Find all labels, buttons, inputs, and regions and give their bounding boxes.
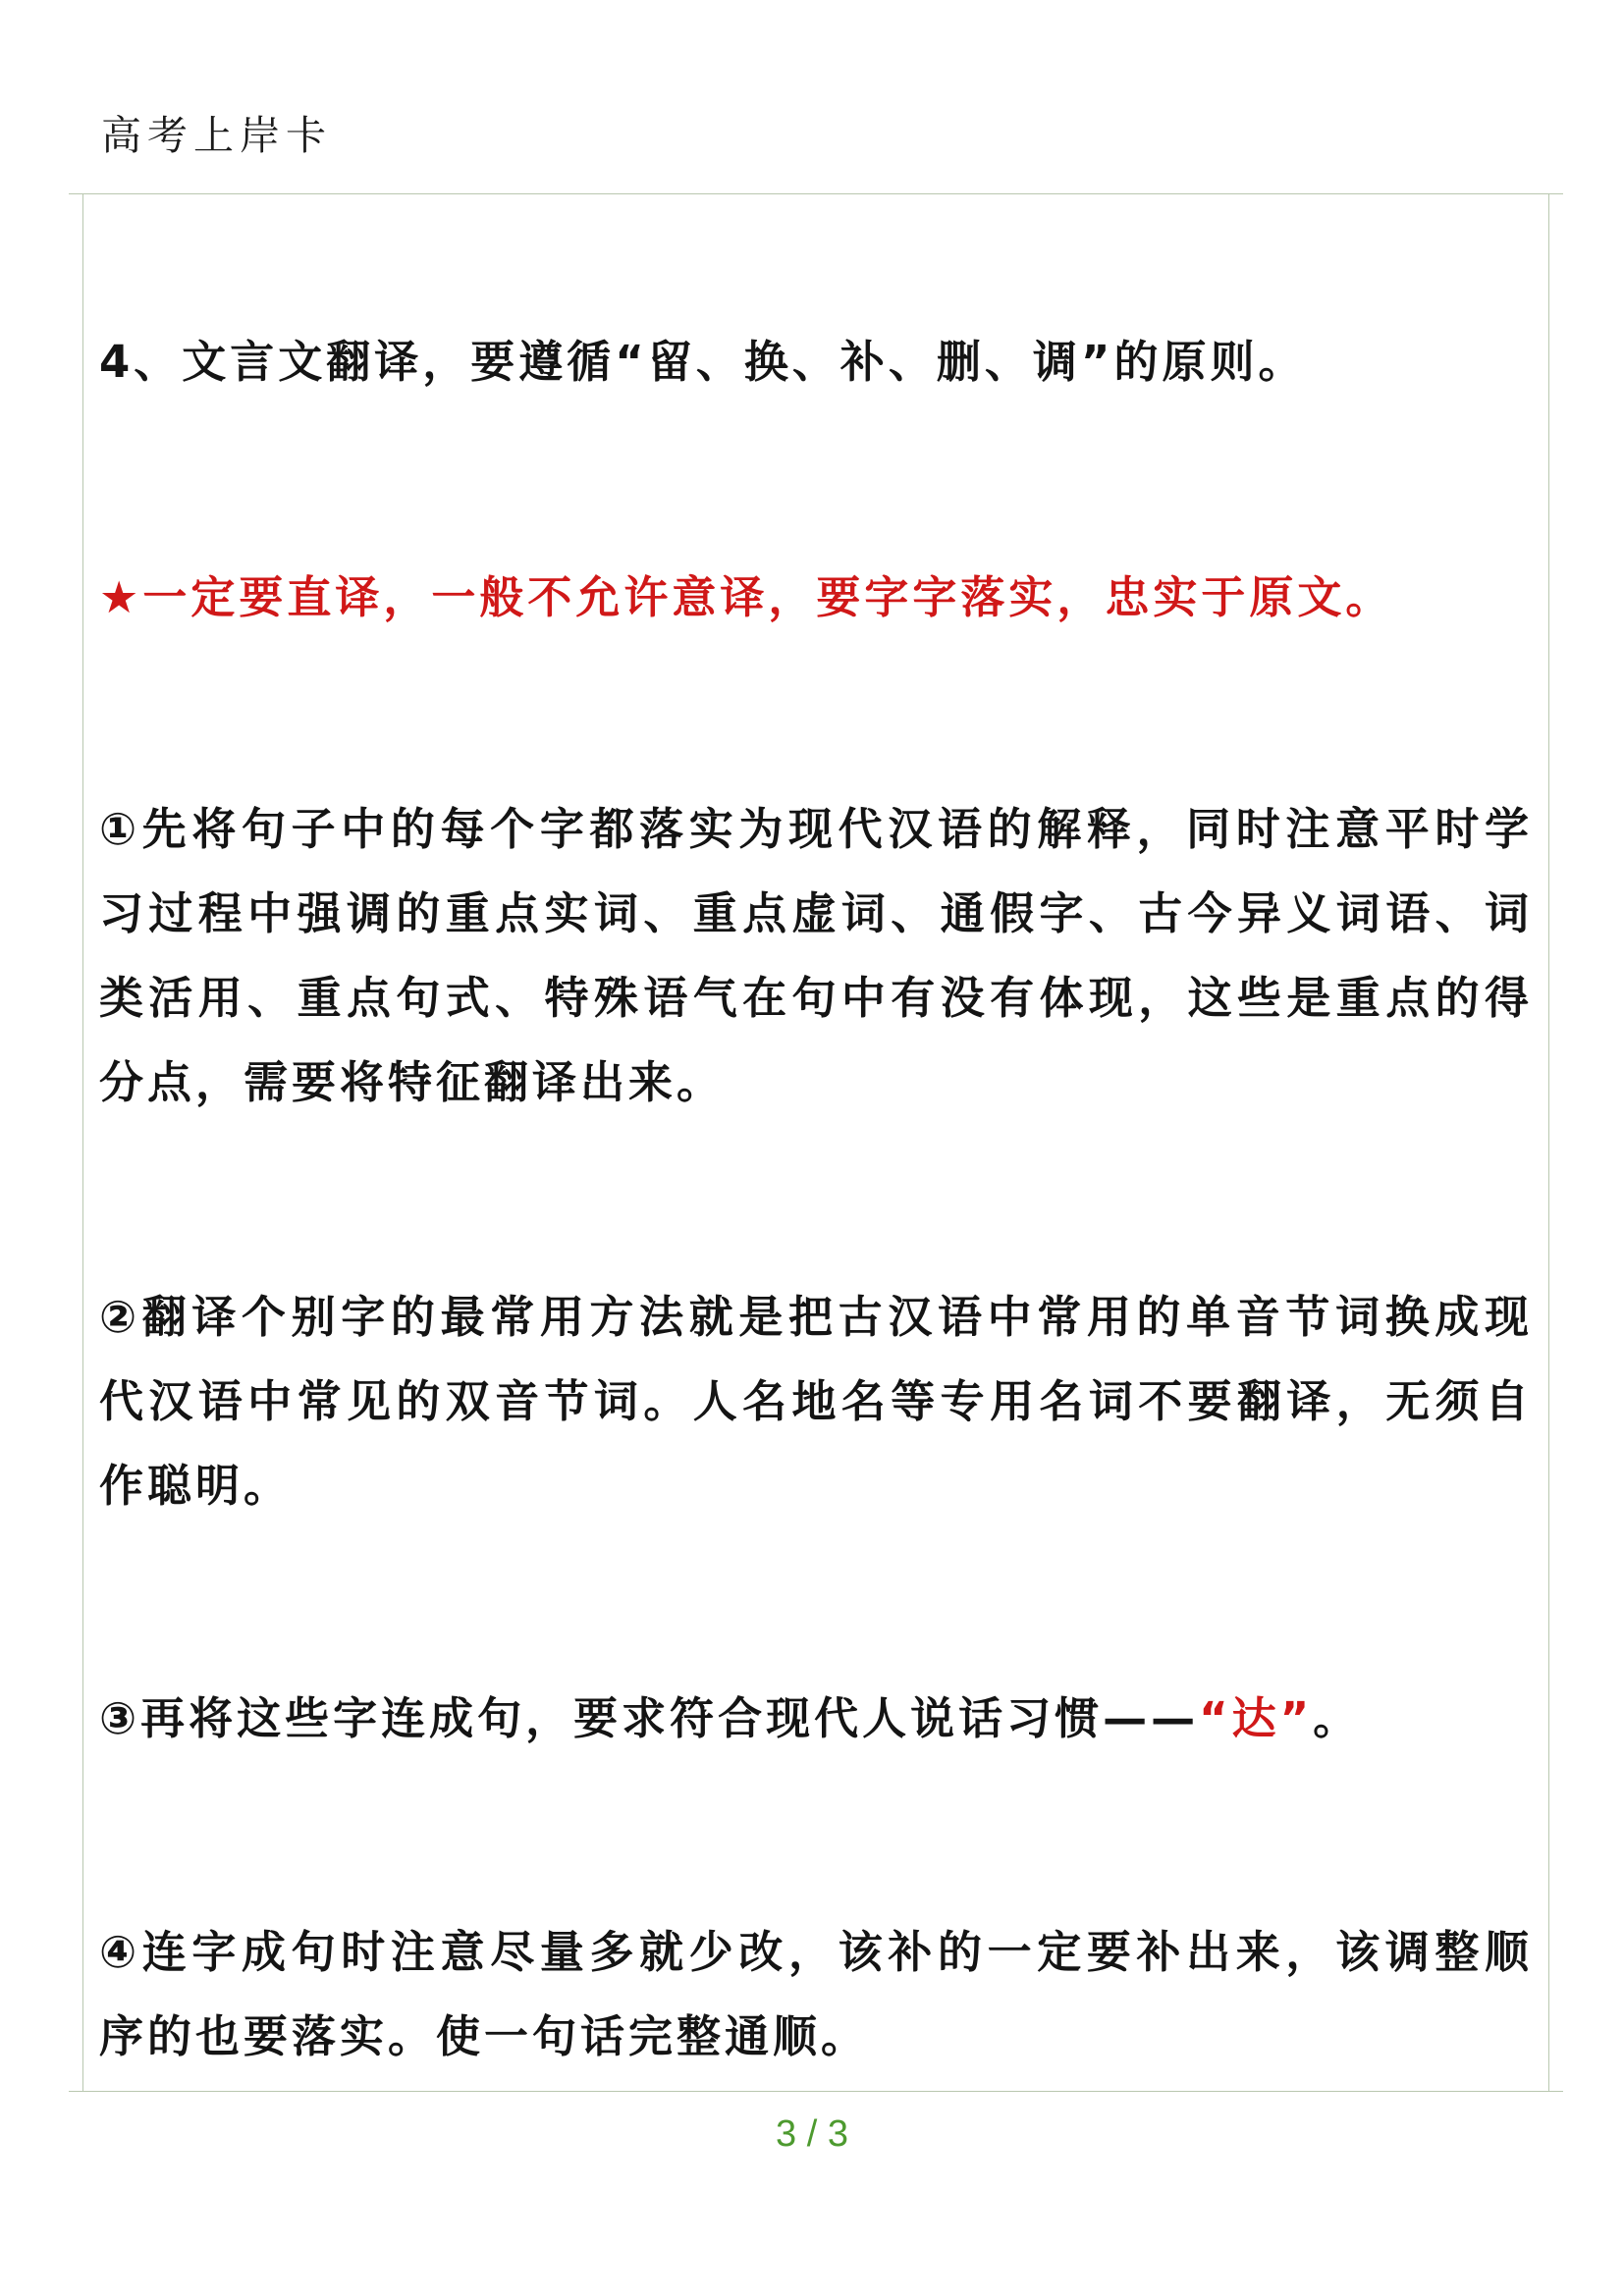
paragraph-step-1: ①先将句子中的每个字都落实为现代汉语的解释，同时注意平时学习过程中强调的重点实词、重点虚词、通假字、古今异义词语、词类活用、重点句式、特殊语气在句中有没有体现，这些是重点的得分点，需要将特征翻译出来。	[99, 803, 1533, 1108]
paragraph-step-4: ④连字成句时注意尽量多就少改，该补的一定要补出来，该调整顺序的也要落实。使一句话完整通顺。	[99, 1926, 1533, 2062]
frame-corner-tick-bottom-right	[1549, 2091, 1563, 2092]
frame-corner-tick-top-left	[69, 193, 82, 194]
page-number: 3 / 3	[776, 2113, 848, 2155]
content-frame	[82, 193, 1549, 2092]
paragraph-step-2: ②翻译个别字的最常用方法就是把古汉语中常用的单音节词换成现代汉语中常见的双音节词。人名地名等专用名词不要翻译，无须自作聪明。	[99, 1291, 1533, 1512]
document-header-title: 高考上岸卡	[101, 112, 332, 159]
frame-corner-tick-bottom-left	[69, 2091, 82, 2092]
paragraph-step-3	[99, 1677, 1533, 1761]
paragraph-direct-translation-note: ★一定要直译，一般不允许意译，要字字落实，忠实于原文。	[99, 571, 1394, 623]
step-3-text: ③再将这些字连成句，要求符合现代人说话习惯——	[99, 1692, 1200, 1744]
step-3-highlight: “达”	[1199, 1692, 1314, 1744]
frame-corner-tick-top-right	[1549, 193, 1563, 194]
step-3-period: 。	[1313, 1692, 1362, 1744]
paragraph-translation-rule: 4、文言文翻译，要遵循“留、换、补、删、调”的原则。	[99, 336, 1307, 388]
